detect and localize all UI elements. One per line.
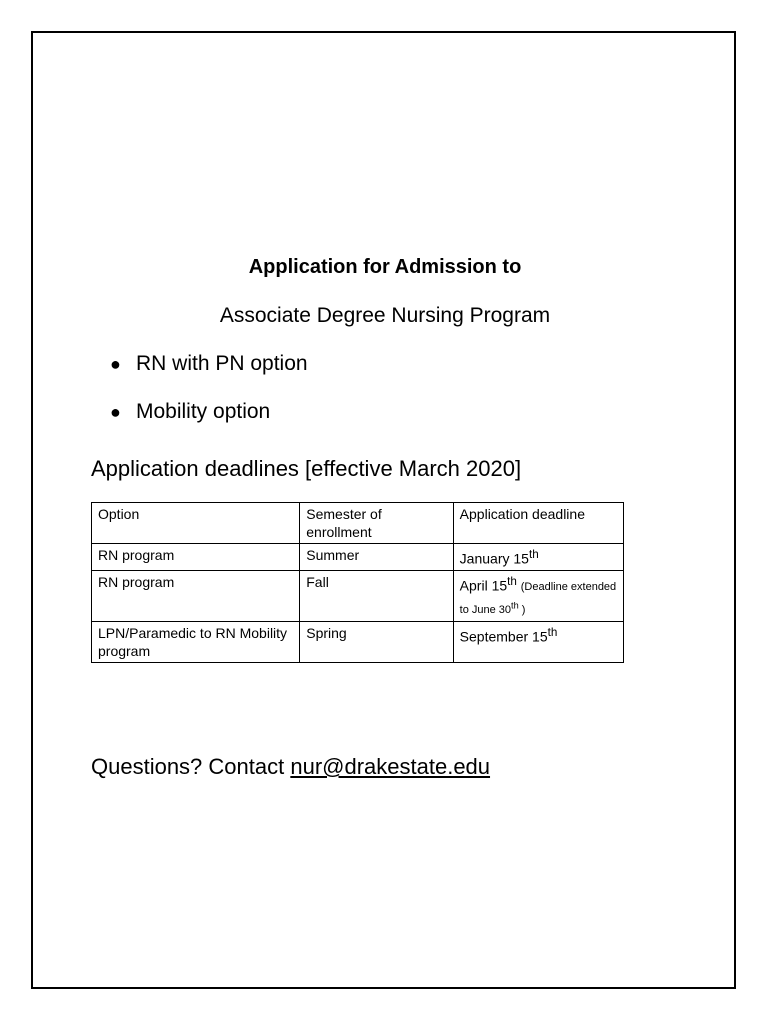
deadlines-heading: Application deadlines [effective March 2020] (91, 456, 522, 481)
bullet-text: RN with PN option (136, 352, 308, 375)
deadline-sup: th (507, 574, 517, 588)
cell-deadline (453, 570, 623, 621)
cell-option: LPN/Paramedic to RN Mobility program (92, 621, 300, 662)
table-row (92, 570, 624, 621)
deadline-sup: th (547, 625, 558, 639)
program-options-list (110, 350, 308, 446)
cell-option: RN program (92, 544, 300, 571)
deadline-text: January 15 (459, 550, 529, 567)
page-subtitle: Associate Degree Nursing Program (219, 304, 551, 327)
deadline-text: September 15 (459, 628, 548, 645)
cell-deadline (453, 544, 623, 571)
questions-line (91, 754, 490, 780)
questions-label: Questions? Contact (91, 754, 291, 779)
bullet-icon: ● (110, 402, 121, 422)
deadline-text: April 15 (459, 577, 508, 594)
list-item (110, 398, 308, 446)
table-header-row (92, 503, 624, 544)
note-sup: th (511, 600, 519, 611)
table-row (92, 621, 624, 662)
list-item (110, 350, 308, 398)
header-semester: Semester of enrollment (300, 503, 453, 544)
cell-deadline (453, 621, 623, 662)
cell-option: RN program (92, 570, 300, 621)
cell-semester: Spring (300, 621, 453, 662)
header-option: Option (92, 503, 300, 544)
bullet-icon: ● (110, 354, 121, 374)
note-prefix: (Deadline extended to June 30 (459, 581, 617, 616)
cell-semester: Summer (300, 544, 453, 571)
header-deadline: Application deadline (453, 503, 623, 544)
deadline-sup: th (528, 548, 539, 561)
table-row (92, 544, 624, 571)
deadline-table (91, 502, 624, 663)
contact-email-link[interactable]: nur@drakestate.edu (290, 754, 491, 779)
page-title: Application for Admission to (248, 256, 522, 278)
bullet-text: Mobility option (136, 400, 271, 423)
note-suffix: ) (521, 603, 526, 616)
cell-semester: Fall (300, 570, 453, 621)
